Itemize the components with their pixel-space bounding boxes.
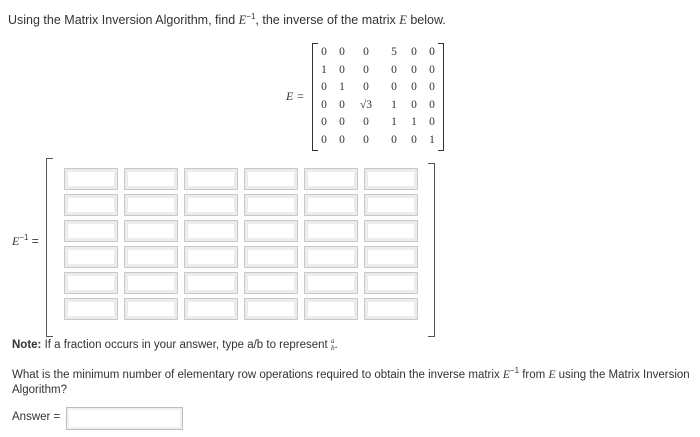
answer-matrix-cell[interactable] <box>64 246 118 268</box>
matrix-e-cell: 0 <box>411 133 417 146</box>
answer-matrix-cell[interactable] <box>124 194 178 216</box>
answer-matrix-cell[interactable] <box>124 246 178 268</box>
matrix-e-cell: 0 <box>339 46 345 58</box>
answer-matrix-cell[interactable] <box>64 272 118 294</box>
matrix-e-cell: 0 <box>363 46 369 58</box>
answer-matrix-right-bracket <box>428 163 435 337</box>
matrix-e-cell: 0 <box>321 133 327 146</box>
matrix-e-cell: 0 <box>429 81 435 93</box>
answer-matrix-cell[interactable] <box>244 194 298 216</box>
matrix-e-cell: 0 <box>363 81 369 93</box>
matrix-e-cell: 0 <box>339 63 345 76</box>
matrix-e-cell: 0 <box>411 46 417 58</box>
matrix-e-cell: 1 <box>411 116 417 128</box>
answer-matrix-cell[interactable] <box>304 298 358 320</box>
matrix-e-cell: 0 <box>429 63 435 76</box>
matrix-e-cell: 1 <box>391 98 397 111</box>
matrix-e-cell: 0 <box>363 116 369 128</box>
answer-matrix-cell[interactable] <box>64 168 118 190</box>
matrix-e-cell: 0 <box>391 63 397 76</box>
inverse-matrix-label: $E^{-1}$ = <box>12 233 39 248</box>
matrix-e-cell: 0 <box>391 133 397 146</box>
answer-matrix-cell[interactable] <box>184 246 238 268</box>
answer-label: Answer = <box>12 411 61 423</box>
answer-matrix-cell[interactable] <box>364 298 418 320</box>
matrix-e-cell: 0 <box>339 133 345 146</box>
matrix-e-label: E = <box>286 89 305 103</box>
answer-matrix-cell[interactable] <box>304 246 358 268</box>
matrix-e-cell: 1 <box>339 81 345 93</box>
matrix-e <box>312 43 444 151</box>
matrix-e-cell: 0 <box>363 63 369 76</box>
matrix-e-cell: 0 <box>391 81 397 93</box>
answer-matrix-cell[interactable] <box>184 298 238 320</box>
answer-matrix-cell[interactable] <box>124 298 178 320</box>
question-text: Using the Matrix Inversion Algorithm, find $E^{-1}$, the inverse of the matrix E below. <box>8 12 446 27</box>
answer-matrix-cell[interactable] <box>364 168 418 190</box>
matrix-e-cell: 0 <box>429 116 435 128</box>
answer-matrix-left-bracket <box>46 158 53 337</box>
answer-matrix-cell[interactable] <box>304 220 358 242</box>
answer-matrix-cell[interactable] <box>64 298 118 320</box>
matrix-e-cell: 0 <box>411 81 417 93</box>
answer-matrix-cell[interactable] <box>124 168 178 190</box>
matrix-e-cell: 0 <box>411 98 417 111</box>
matrix-e-cell: 0 <box>411 63 417 76</box>
answer-matrix-cell[interactable] <box>244 272 298 294</box>
fraction-a-over-b: a b <box>330 337 335 352</box>
answer-matrix-cell[interactable] <box>304 168 358 190</box>
answer-matrix-cell[interactable] <box>364 220 418 242</box>
answer-matrix-cell[interactable] <box>184 272 238 294</box>
matrix-e-cell: 5 <box>391 46 397 58</box>
note-text: Note: If a fraction occurs in your answer, type a/b to represent a b. <box>12 337 338 352</box>
matrix-e-cell: 0 <box>363 133 369 146</box>
question-2-line-2: Algorithm? <box>12 384 67 396</box>
answer-matrix-cell[interactable] <box>124 220 178 242</box>
matrix-e-cell: 0 <box>321 46 327 58</box>
answer-matrix-cell[interactable] <box>244 246 298 268</box>
answer-matrix-cell[interactable] <box>184 194 238 216</box>
matrix-e-cell: 1 <box>429 133 435 146</box>
answer-matrix-cell[interactable] <box>244 220 298 242</box>
matrix-e-cell: 1 <box>321 63 327 76</box>
matrix-e-cell: 0 <box>321 81 327 93</box>
matrix-e-cell: 0 <box>321 98 327 111</box>
answer-matrix-cell[interactable] <box>304 194 358 216</box>
matrix-e-cell: 0 <box>339 116 345 128</box>
answer-matrix-cell[interactable] <box>124 272 178 294</box>
answer-matrix-cell[interactable] <box>244 168 298 190</box>
answer-matrix-cell[interactable] <box>244 298 298 320</box>
question-2-line-1: What is the minimum number of elementary row operations required to obtain the inverse matrix $E^{-1}$ from E using the Matrix Inversion <box>12 366 690 381</box>
answer-matrix-cell[interactable] <box>184 168 238 190</box>
matrix-e-cell: √3 <box>359 98 373 111</box>
matrix-e-cell: 0 <box>429 46 435 58</box>
answer-matrix-cell[interactable] <box>364 194 418 216</box>
answer-matrix-cell[interactable] <box>304 272 358 294</box>
answer-matrix-cell[interactable] <box>364 272 418 294</box>
answer-matrix-cell[interactable] <box>184 220 238 242</box>
matrix-e-cell: 0 <box>429 98 435 111</box>
answer-matrix-cell[interactable] <box>64 220 118 242</box>
answer-input[interactable] <box>66 407 183 430</box>
matrix-e-cell: 0 <box>339 98 345 111</box>
matrix-e-cell: 1 <box>391 116 397 128</box>
answer-matrix-cell[interactable] <box>64 194 118 216</box>
answer-matrix-cell[interactable] <box>364 246 418 268</box>
matrix-e-cell: 0 <box>321 116 327 128</box>
